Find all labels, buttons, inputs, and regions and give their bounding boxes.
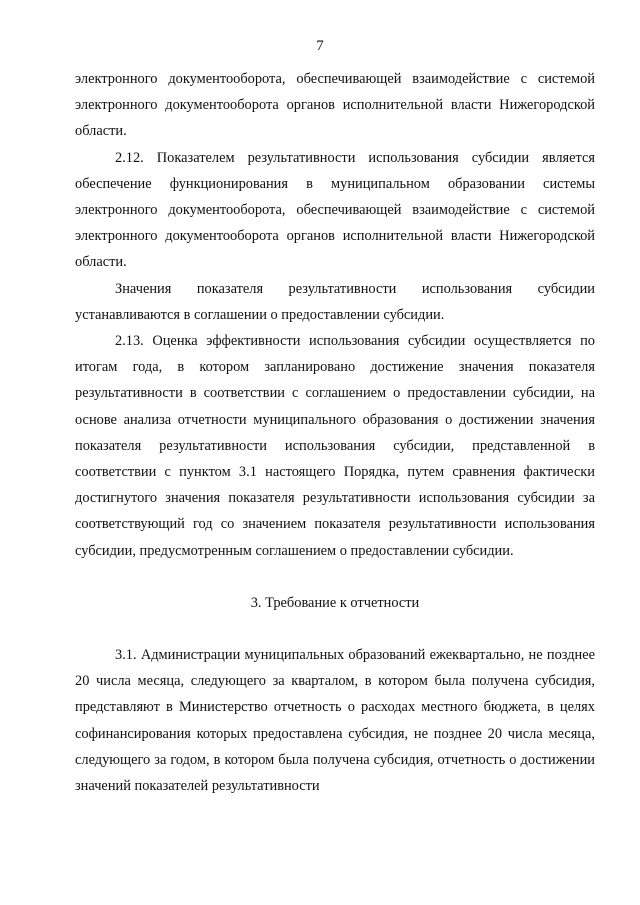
page-number: 7: [316, 38, 324, 54]
section-heading: 3. Требование к отчетности: [250, 594, 420, 611]
paragraph-2-13: 2.13. Оценка эффективности использования субсидии осуществляется по итогам года, в котором запланировано достижение значения показателя результативности в соответствии с соглашением о предоставлении субсидии, на основе анализа отчетности муниципального образования о достижении значения показателя результативности использования субсидии, представленной в соответствии с пунктом 3.1 настоящего Порядка, путем сравнения фактически достигнутого значения показателя результативности использования субсидии за соответствующий год со значением показателя результативности использования субсидии, предусмотренным соглашением о предоставлении субсидии.: [75, 333, 595, 559]
paragraph-continuation: электронного документооборота, обеспечивающей взаимодействие с системой электронного документооборота органов исполнительной власти Нижегородской области.: [75, 71, 595, 140]
paragraph-2-12: 2.12. Показателем результативности использования субсидии является обеспечение функционирования в муниципальном образовании системы электронного документооборота, обеспечивающей взаимодействие с системой электронного документооборота органов исполнительной власти Нижегородской области.: [75, 149, 595, 271]
paragraph-indicator-values: Значения показателя результативности использования субсидии устанавливаются в соглашении о предоставлении субсидии.: [75, 280, 595, 323]
paragraph-3-1: 3.1. Администрации муниципальных образований ежеквартально, не позднее 20 числа месяца, следующего за кварталом, в котором была получена субсидия, представляют в Министерство отчетность о расходах местного бюджета, в целях софинансирования которых предоставлена субсидия, не позднее 20 числа месяца, следующего за годом, в котором была получена субсидия, отчетность о достижении значений показателей результативности: [75, 647, 595, 795]
document-body: [75, 66, 595, 799]
